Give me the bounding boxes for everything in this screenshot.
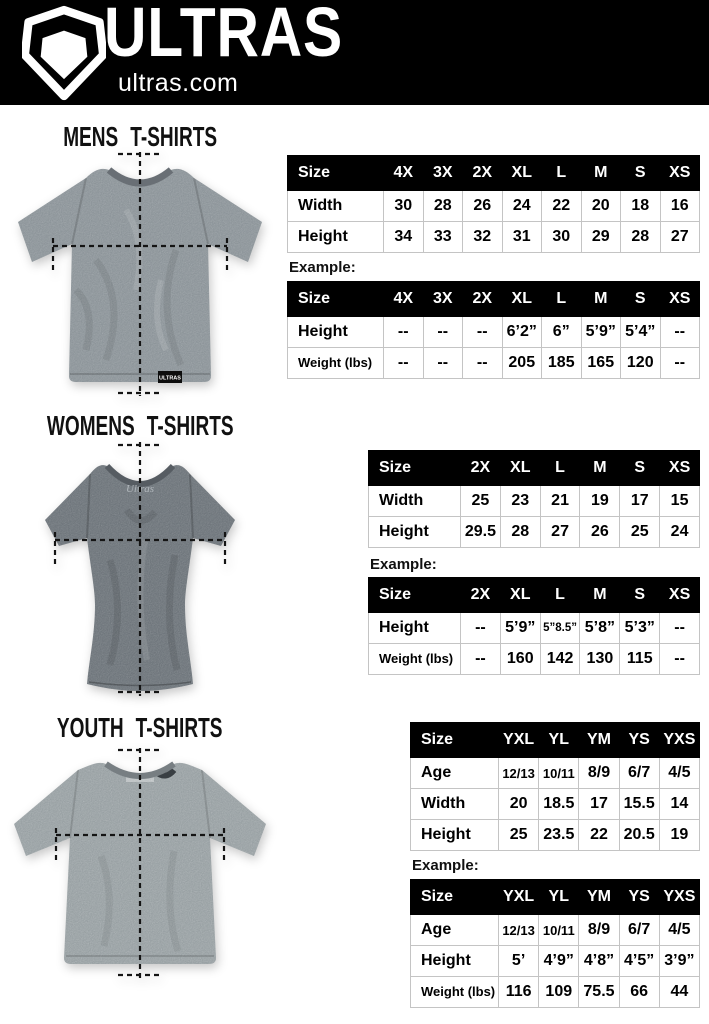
value-cell: 20 (581, 191, 621, 222)
size-header-cell: S (620, 451, 660, 486)
size-header-cell: YM (579, 723, 619, 758)
value-cell: 17 (579, 789, 619, 820)
size-header-cell: 2X (461, 578, 501, 613)
row-label-cell: Height (369, 613, 461, 644)
value-cell: 4/5 (659, 915, 699, 946)
value-cell: 120 (621, 348, 661, 379)
value-cell: 165 (581, 348, 621, 379)
site-url: ultras.com (118, 69, 239, 97)
size-table (287, 155, 700, 253)
size-table (410, 879, 700, 1008)
value-cell: 22 (542, 191, 582, 222)
value-cell: 34 (384, 222, 424, 253)
value-cell: 29.5 (461, 517, 501, 548)
youth-section-title-wrap (0, 712, 280, 744)
value-cell: 24 (660, 517, 700, 548)
value-cell: 26 (580, 517, 620, 548)
table-row (288, 348, 700, 379)
size-header-cell: S (621, 282, 661, 317)
size-column-label: Size (411, 880, 499, 915)
value-cell: 116 (499, 977, 539, 1008)
value-cell: 6’2” (502, 317, 542, 348)
row-label-cell: Height (288, 222, 384, 253)
value-cell: 20.5 (619, 820, 659, 851)
value-cell: 28 (500, 517, 540, 548)
value-cell: 44 (659, 977, 699, 1008)
value-cell: 22 (579, 820, 619, 851)
value-cell: 26 (463, 191, 503, 222)
womens-tshirt-image (15, 440, 265, 698)
header-bar (0, 0, 709, 105)
value-cell: 27 (540, 517, 580, 548)
value-cell: 10/11 (539, 915, 579, 946)
table-row (288, 191, 700, 222)
size-header-cell: M (581, 156, 621, 191)
womens-collar-label: Ultras (125, 483, 155, 495)
row-label-cell: Weight (lbs) (369, 644, 461, 675)
value-cell: 23.5 (539, 820, 579, 851)
row-label-cell: Height (411, 820, 499, 851)
mens-example-table (287, 281, 700, 379)
size-header-cell: XL (502, 282, 542, 317)
value-cell: 24 (502, 191, 542, 222)
value-cell: 5’ (499, 946, 539, 977)
value-cell: 5’9” (500, 613, 540, 644)
mens-tshirt-image (6, 150, 274, 398)
brand-title: ULTRAS (104, 0, 344, 71)
size-table (368, 577, 700, 675)
value-cell: 19 (659, 820, 699, 851)
size-header-cell: YXL (499, 880, 539, 915)
value-cell: 4’5” (619, 946, 659, 977)
value-cell: 12/13 (499, 758, 539, 789)
value-cell: 5’3” (620, 613, 660, 644)
value-cell: 3’9” (659, 946, 699, 977)
table-row (411, 915, 700, 946)
size-header-cell: YM (579, 880, 619, 915)
value-cell: 5’4” (621, 317, 661, 348)
value-cell: 130 (580, 644, 620, 675)
size-header-cell: YL (539, 723, 579, 758)
value-cell: -- (423, 348, 463, 379)
value-cell: 15 (660, 486, 700, 517)
size-header-cell: XL (500, 451, 540, 486)
value-cell: 66 (619, 977, 659, 1008)
value-cell: 160 (500, 644, 540, 675)
size-table (368, 450, 700, 548)
value-cell: -- (463, 317, 503, 348)
row-label-cell: Width (288, 191, 384, 222)
value-cell: 109 (539, 977, 579, 1008)
size-header-cell: YL (539, 880, 579, 915)
value-cell: 10/11 (539, 758, 579, 789)
value-cell: 32 (463, 222, 503, 253)
size-header-cell: 2X (463, 282, 503, 317)
value-cell: -- (660, 348, 700, 379)
value-cell: 5’9” (581, 317, 621, 348)
table-row (411, 977, 700, 1008)
value-cell: 8/9 (579, 758, 619, 789)
womens-section-title-wrap (0, 410, 280, 442)
size-header-cell: 3X (423, 282, 463, 317)
youth-size-table (410, 722, 700, 851)
value-cell: 8/9 (579, 915, 619, 946)
size-header-cell: M (580, 578, 620, 613)
value-cell: 4/5 (659, 758, 699, 789)
size-header-cell: S (621, 156, 661, 191)
womens-example-label: Example: (370, 556, 437, 573)
value-cell: -- (660, 644, 700, 675)
size-header-cell: 4X (384, 282, 424, 317)
size-header-cell: XS (660, 451, 700, 486)
size-header-cell: YS (619, 723, 659, 758)
value-cell: 28 (621, 222, 661, 253)
value-cell: 4’8” (579, 946, 619, 977)
value-cell: 185 (542, 348, 582, 379)
youth-section-title: YOUTH T-SHIRTS (57, 712, 223, 743)
value-cell: 17 (620, 486, 660, 517)
size-header-cell: S (620, 578, 660, 613)
youth-example-table (410, 879, 700, 1008)
table-row (369, 644, 700, 675)
value-cell: 25 (461, 486, 501, 517)
size-header-cell: L (542, 156, 582, 191)
pentagon-badge-icon (22, 5, 106, 101)
table-row (411, 758, 700, 789)
value-cell: 29 (581, 222, 621, 253)
value-cell: 20 (499, 789, 539, 820)
value-cell: -- (461, 644, 501, 675)
value-cell: 6” (542, 317, 582, 348)
size-header-cell: M (580, 451, 620, 486)
size-table (287, 281, 700, 379)
value-cell: -- (384, 348, 424, 379)
value-cell: 19 (580, 486, 620, 517)
womens-size-table (368, 450, 700, 548)
value-cell: -- (423, 317, 463, 348)
mens-section-title: MENS T-SHIRTS (63, 121, 217, 152)
size-header-cell: XS (660, 282, 700, 317)
size-header-cell: XS (660, 156, 700, 191)
value-cell: 12/13 (499, 915, 539, 946)
value-cell: 142 (540, 644, 580, 675)
value-cell: -- (384, 317, 424, 348)
value-cell: 75.5 (579, 977, 619, 1008)
row-label-cell: Width (411, 789, 499, 820)
size-header-cell: L (540, 451, 580, 486)
size-header-cell: L (542, 282, 582, 317)
row-label-cell: Height (369, 517, 461, 548)
mens-example-label: Example: (289, 259, 356, 276)
value-cell: 23 (500, 486, 540, 517)
size-header-cell: XL (502, 156, 542, 191)
row-label-cell: Age (411, 915, 499, 946)
row-label-cell: Age (411, 758, 499, 789)
size-header-cell: XL (500, 578, 540, 613)
size-column-label: Size (288, 156, 384, 191)
mens-section-title-wrap (0, 121, 280, 153)
value-cell: -- (461, 613, 501, 644)
value-cell: 6/7 (619, 915, 659, 946)
value-cell: -- (660, 613, 700, 644)
value-cell: -- (463, 348, 503, 379)
size-table (410, 722, 700, 851)
value-cell: 15.5 (619, 789, 659, 820)
row-label-cell: Width (369, 486, 461, 517)
size-header-cell: XS (660, 578, 700, 613)
size-header-cell: M (581, 282, 621, 317)
row-label-cell: Weight (lbs) (411, 977, 499, 1008)
youth-example-label: Example: (412, 857, 479, 874)
value-cell: 4’9” (539, 946, 579, 977)
womens-example-table (368, 577, 700, 675)
size-header-cell: YXS (659, 723, 699, 758)
table-row (288, 222, 700, 253)
size-header-cell: YXL (499, 723, 539, 758)
youth-shirt-texture (6, 746, 274, 981)
table-row (369, 517, 700, 548)
value-cell: 31 (502, 222, 542, 253)
table-row (369, 486, 700, 517)
value-cell: 16 (660, 191, 700, 222)
row-label-cell: Weight (lbs) (288, 348, 384, 379)
size-header-cell: YXS (659, 880, 699, 915)
size-header-cell: 3X (423, 156, 463, 191)
table-row (411, 789, 700, 820)
size-header-cell: 2X (461, 451, 501, 486)
value-cell: 30 (384, 191, 424, 222)
value-cell: 28 (423, 191, 463, 222)
table-row (411, 946, 700, 977)
size-column-label: Size (369, 578, 461, 613)
value-cell: 27 (660, 222, 700, 253)
value-cell: 33 (423, 222, 463, 253)
womens-section-title: WOMENS T-SHIRTS (46, 410, 234, 441)
value-cell: 6/7 (619, 758, 659, 789)
value-cell: 25 (499, 820, 539, 851)
value-cell: 115 (620, 644, 660, 675)
size-column-label: Size (288, 282, 384, 317)
value-cell: 205 (502, 348, 542, 379)
value-cell: 18.5 (539, 789, 579, 820)
size-header-cell: 2X (463, 156, 503, 191)
table-row (411, 820, 700, 851)
value-cell: 14 (659, 789, 699, 820)
value-cell: 30 (542, 222, 582, 253)
value-cell: 5’8” (580, 613, 620, 644)
value-cell: 18 (621, 191, 661, 222)
row-label-cell: Height (288, 317, 384, 348)
size-header-cell: YS (619, 880, 659, 915)
size-header-cell: 4X (384, 156, 424, 191)
size-header-cell: L (540, 578, 580, 613)
size-column-label: Size (369, 451, 461, 486)
value-cell: -- (660, 317, 700, 348)
mens-shirt-tag-label: ULTRAS (159, 375, 181, 382)
size-column-label: Size (411, 723, 499, 758)
value-cell: 25 (620, 517, 660, 548)
youth-tshirt-image (6, 746, 274, 981)
mens-size-table (287, 155, 700, 253)
table-row (369, 613, 700, 644)
table-row (288, 317, 700, 348)
row-label-cell: Height (411, 946, 499, 977)
value-cell: 5”8.5” (540, 613, 580, 644)
value-cell: 21 (540, 486, 580, 517)
